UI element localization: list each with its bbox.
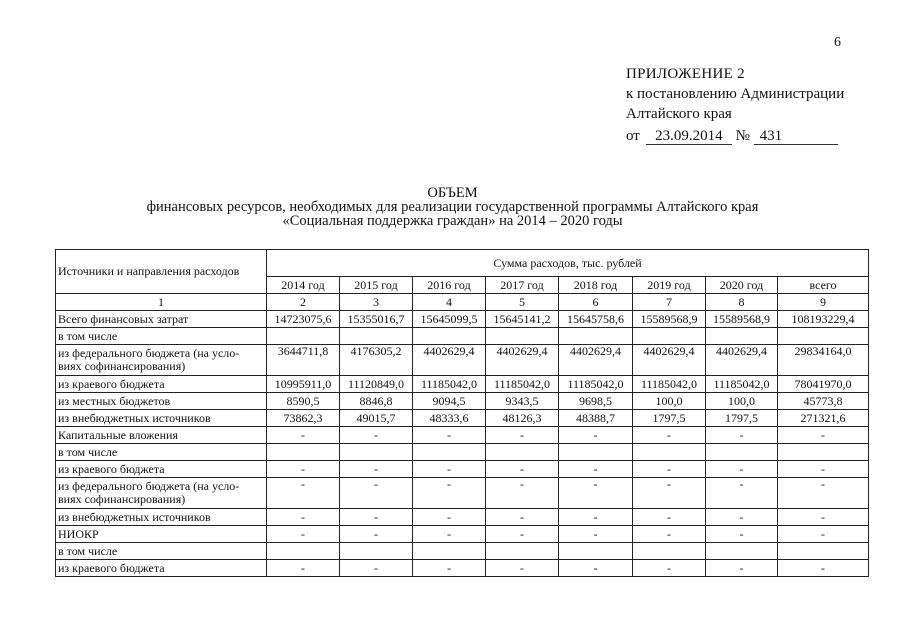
- header-sum: Сумма расходов, тыс. рублей: [267, 250, 869, 277]
- table-cell: -: [633, 427, 706, 444]
- date-prefix: от: [626, 128, 640, 144]
- table-row: [56, 345, 869, 376]
- table-cell: [559, 444, 633, 461]
- table-cell: 4176305,2: [340, 345, 413, 376]
- table-cell: -: [413, 427, 486, 444]
- table-row: [56, 461, 869, 478]
- table-cell: 73862,3: [267, 410, 340, 427]
- table-cell: -: [267, 461, 340, 478]
- row-label: из краевого бюджета: [56, 376, 267, 393]
- row-label: из внебюджетных источников: [56, 410, 267, 427]
- table-cell: 11185042,0: [633, 376, 706, 393]
- table-cell: [267, 444, 340, 461]
- table-cell: -: [559, 526, 633, 543]
- decree-date: 23.09.2014: [646, 128, 732, 145]
- table-cell: -: [633, 478, 706, 509]
- table-cell: -: [778, 478, 869, 509]
- row-label: Всего финансовых затрат: [56, 311, 267, 328]
- table-cell: -: [559, 478, 633, 509]
- table-cell: -: [633, 509, 706, 526]
- table-row: [56, 478, 869, 509]
- year-header: 2019 год: [633, 277, 706, 294]
- table-cell: -: [413, 509, 486, 526]
- table-cell: -: [486, 478, 559, 509]
- column-number: 3: [340, 294, 413, 311]
- table-cell: 29834164,0: [778, 345, 869, 376]
- document-heading: [0, 186, 905, 228]
- table-cell: -: [559, 560, 633, 577]
- table-cell: [413, 328, 486, 345]
- header-sources: Источники и направления расходов: [56, 250, 267, 294]
- decree-number: 431: [754, 128, 838, 145]
- table-cell: 15589568,9: [706, 311, 778, 328]
- column-number: 2: [267, 294, 340, 311]
- table-cell: 1797,5: [633, 410, 706, 427]
- table-cell: 11185042,0: [486, 376, 559, 393]
- table-cell: -: [559, 427, 633, 444]
- table-cell: [559, 543, 633, 560]
- year-header: 2020 год: [706, 277, 778, 294]
- table-cell: [559, 328, 633, 345]
- column-number: 9: [778, 294, 869, 311]
- table-cell: 108193229,4: [778, 311, 869, 328]
- table-cell: 4402629,4: [706, 345, 778, 376]
- table-cell: 15645099,5: [413, 311, 486, 328]
- table-cell: -: [340, 461, 413, 478]
- table-cell: [340, 444, 413, 461]
- table-cell: 4402629,4: [413, 345, 486, 376]
- year-header: 2017 год: [486, 277, 559, 294]
- table-cell: 48333,6: [413, 410, 486, 427]
- table-cell: 15645758,6: [559, 311, 633, 328]
- appendix-line-3: Алтайского края: [626, 106, 732, 122]
- table-cell: [340, 543, 413, 560]
- row-label: в том числе: [56, 328, 267, 345]
- row-label: НИОКР: [56, 526, 267, 543]
- table-row: [56, 376, 869, 393]
- column-number: 5: [486, 294, 559, 311]
- table-cell: [706, 444, 778, 461]
- table-cell: 1797,5: [706, 410, 778, 427]
- column-number: 6: [559, 294, 633, 311]
- table-cell: -: [778, 427, 869, 444]
- row-label-line: виях софинансирования): [58, 359, 186, 373]
- table-cell: 4402629,4: [559, 345, 633, 376]
- table-cell: -: [486, 461, 559, 478]
- table-cell: 48388,7: [559, 410, 633, 427]
- table-cell: 8590,5: [267, 393, 340, 410]
- table-cell: 48126,3: [486, 410, 559, 427]
- row-label-line: виях софинансирования): [58, 492, 186, 506]
- table-cell: [778, 444, 869, 461]
- table-cell: [778, 543, 869, 560]
- table-cell: -: [706, 427, 778, 444]
- appendix-block: [626, 64, 896, 146]
- table-cell: 11120849,0: [340, 376, 413, 393]
- table-row: [56, 410, 869, 427]
- table-cell: -: [340, 478, 413, 509]
- table-cell: 45773,8: [778, 393, 869, 410]
- table-row: [56, 393, 869, 410]
- table-cell: [267, 543, 340, 560]
- page-number: 6: [834, 35, 841, 50]
- table-cell: 15645141,2: [486, 311, 559, 328]
- table-cell: -: [778, 526, 869, 543]
- table-cell: 3644711,8: [267, 345, 340, 376]
- row-label-line: из федерального бюджета (на усло-: [58, 346, 240, 360]
- number-prefix: №: [735, 128, 750, 144]
- table-cell: [486, 328, 559, 345]
- table-row: [56, 509, 869, 526]
- table-cell: [633, 543, 706, 560]
- table-cell: 49015,7: [340, 410, 413, 427]
- table-cell: [706, 328, 778, 345]
- table-cell: -: [706, 526, 778, 543]
- table-cell: -: [559, 509, 633, 526]
- year-header: 2014 год: [267, 277, 340, 294]
- table-cell: [633, 328, 706, 345]
- row-label: в том числе: [56, 444, 267, 461]
- table-cell: -: [267, 478, 340, 509]
- table-cell: -: [267, 560, 340, 577]
- table-cell: -: [413, 560, 486, 577]
- table-cell: -: [706, 478, 778, 509]
- appendix-title: ПРИЛОЖЕНИЕ 2: [626, 66, 745, 82]
- table-row: [56, 560, 869, 577]
- financing-table: [55, 249, 869, 577]
- table-cell: -: [706, 461, 778, 478]
- table-row: [56, 526, 869, 543]
- row-label-line: из федерального бюджета (на усло-: [58, 479, 240, 493]
- table-cell: -: [486, 509, 559, 526]
- table-cell: 11185042,0: [413, 376, 486, 393]
- table-cell: -: [267, 526, 340, 543]
- table-cell: 15355016,7: [340, 311, 413, 328]
- table-cell: -: [340, 509, 413, 526]
- table-cell: -: [633, 560, 706, 577]
- year-header: 2016 год: [413, 277, 486, 294]
- table-cell: [340, 328, 413, 345]
- table-cell: 4402629,4: [633, 345, 706, 376]
- table-cell: [413, 444, 486, 461]
- table-cell: 9343,5: [486, 393, 559, 410]
- table-cell: -: [340, 427, 413, 444]
- table-cell: [633, 444, 706, 461]
- appendix-line-2: к постановлению Администрации: [626, 86, 845, 102]
- table-row: [56, 311, 869, 328]
- row-label: из краевого бюджета: [56, 461, 267, 478]
- table-row: [56, 444, 869, 461]
- row-label: [56, 478, 267, 509]
- table-cell: -: [486, 526, 559, 543]
- table-cell: -: [267, 509, 340, 526]
- year-header: всего: [778, 277, 869, 294]
- row-label: Капитальные вложения: [56, 427, 267, 444]
- table-cell: 15589568,9: [633, 311, 706, 328]
- table-row: [56, 328, 869, 345]
- table-cell: -: [778, 560, 869, 577]
- appendix-dateline: [626, 126, 896, 146]
- table-cell: -: [633, 526, 706, 543]
- column-number: 4: [413, 294, 486, 311]
- table-cell: -: [413, 526, 486, 543]
- table-cell: -: [778, 509, 869, 526]
- table-row: [56, 543, 869, 560]
- row-label: в том числе: [56, 543, 267, 560]
- row-label: из местных бюджетов: [56, 393, 267, 410]
- table-cell: [486, 543, 559, 560]
- table-cell: 271321,6: [778, 410, 869, 427]
- row-label: из внебюджетных источников: [56, 509, 267, 526]
- table-cell: 10995911,0: [267, 376, 340, 393]
- heading-line-1: ОБЪЕМ: [427, 185, 478, 201]
- table-cell: 9094,5: [413, 393, 486, 410]
- table-cell: -: [340, 526, 413, 543]
- table-cell: 9698,5: [559, 393, 633, 410]
- table-row: [56, 427, 869, 444]
- row-label: из краевого бюджета: [56, 560, 267, 577]
- table-cell: -: [340, 560, 413, 577]
- table-cell: -: [486, 427, 559, 444]
- table-cell: [486, 444, 559, 461]
- column-number: 1: [56, 294, 267, 311]
- table-cell: 14723075,6: [267, 311, 340, 328]
- table-cell: -: [413, 478, 486, 509]
- table-cell: 100,0: [706, 393, 778, 410]
- table-cell: [267, 328, 340, 345]
- table-cell: 78041970,0: [778, 376, 869, 393]
- table-cell: -: [486, 560, 559, 577]
- table-cell: 8846,8: [340, 393, 413, 410]
- table-cell: -: [267, 427, 340, 444]
- table-cell: 100,0: [633, 393, 706, 410]
- table-cell: [706, 543, 778, 560]
- table-cell: 11185042,0: [706, 376, 778, 393]
- table-cell: -: [706, 509, 778, 526]
- table-cell: -: [706, 560, 778, 577]
- column-number: 7: [633, 294, 706, 311]
- table-cell: [778, 328, 869, 345]
- table-cell: -: [559, 461, 633, 478]
- table-cell: 11185042,0: [559, 376, 633, 393]
- table-cell: -: [413, 461, 486, 478]
- row-label: [56, 345, 267, 376]
- year-header: 2018 год: [559, 277, 633, 294]
- table-cell: 4402629,4: [486, 345, 559, 376]
- table-cell: [413, 543, 486, 560]
- column-number: 8: [706, 294, 778, 311]
- year-header: 2015 год: [340, 277, 413, 294]
- table-cell: -: [778, 461, 869, 478]
- table-cell: -: [633, 461, 706, 478]
- heading-line-2: финансовых ресурсов, необходимых для реализации государственной программы Алтайского края: [146, 199, 759, 215]
- heading-line-3: «Социальная поддержка граждан» на 2014 – 2020 годы: [282, 213, 623, 229]
- column-number-row: [56, 294, 869, 311]
